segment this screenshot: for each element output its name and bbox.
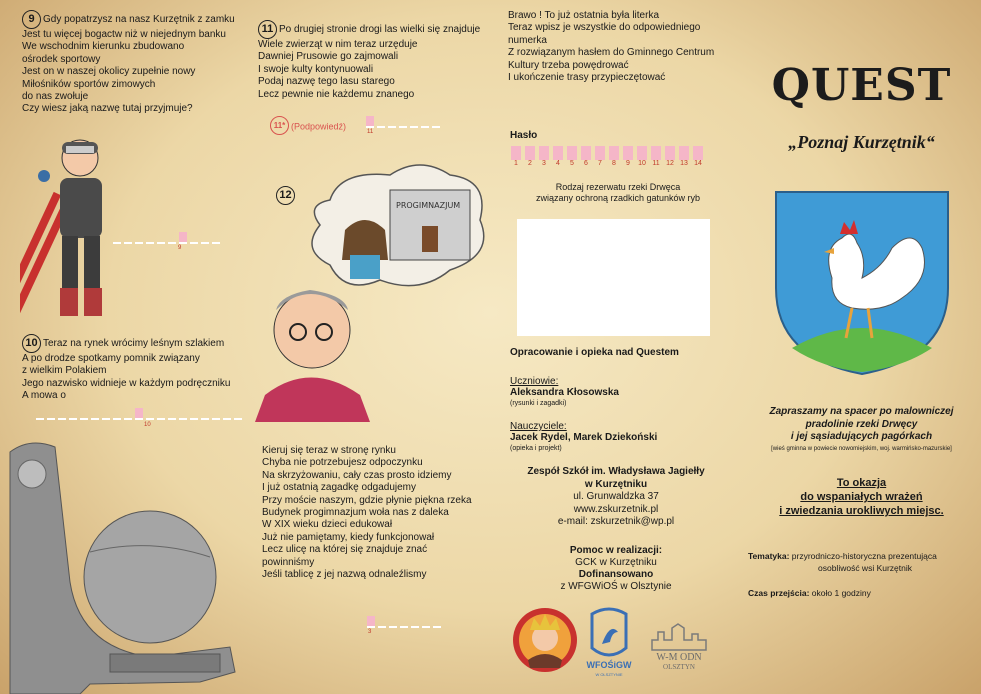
theme-text: przyrodniczo-historyczna prezentująca — [791, 551, 937, 561]
coat-of-arms-rooster-emblem — [772, 188, 952, 378]
answer-blank[interactable] — [69, 408, 77, 420]
verse-line: powinniśmy — [262, 556, 315, 568]
verse-line: A po drodze spotkamy pomnik związany — [22, 353, 200, 364]
wm-odn-logo-text: W-M ODN — [656, 652, 702, 663]
answer-blank[interactable] — [157, 408, 165, 420]
password-cell-number: 2 — [528, 160, 532, 167]
teachers-role: (opieka i projekt) — [510, 445, 562, 452]
occasion-line: do wspaniałych wrażeń — [800, 491, 923, 503]
riddle-number: 10 — [22, 334, 41, 353]
password-cell[interactable] — [664, 146, 676, 167]
wfosigw-logo-subtext: W OLSZTYNIE — [595, 672, 623, 677]
riddle-number: 9 — [22, 10, 41, 29]
verse-line: ośrodek sportowy — [22, 53, 101, 65]
final-instructions — [508, 10, 714, 84]
verse-line: I już ostatnią zagadkę odgadujemy — [262, 482, 416, 494]
panel-2 — [250, 0, 498, 694]
password-cell[interactable] — [692, 146, 704, 167]
hint-link[interactable] — [270, 116, 346, 135]
occasion-line: i zwiedzania urokliwych miejsc. — [779, 505, 944, 517]
wfosigw-logo-text: WFOŚiGW — [586, 660, 632, 670]
answer-blank-key[interactable] — [135, 408, 143, 420]
intro-line: Brawo ! To już ostatnia była literka — [508, 10, 660, 21]
verse-line: Przy moście naszym, gdzie płynie piękna rzeka — [262, 494, 472, 506]
password-cell-number: 8 — [612, 160, 616, 167]
caption-line: Rodzaj rezerwatu rzeki Drwęca — [555, 182, 681, 192]
answer-blank[interactable] — [36, 408, 44, 420]
verse-line: We wschodnim kierunku zbudowano — [22, 41, 185, 53]
caption-line: związany ochroną rzadkich gatunków ryb — [535, 193, 701, 203]
school-sign-text: PROGIMNAZJUM — [396, 201, 461, 210]
verse-line: Kieruj się teraz w stronę rynku — [262, 445, 396, 456]
king-portrait-logo — [512, 604, 578, 676]
answer-blank[interactable] — [80, 408, 88, 420]
password-cell-number: 11 — [652, 160, 660, 167]
verse-line: Na skrzyżowaniu, cały czas prosto idziemy — [262, 469, 452, 481]
riddle-number: 12 — [276, 186, 295, 205]
answer-blank[interactable] — [168, 408, 176, 420]
answer-blanks-11 — [366, 116, 440, 128]
verse-line: Jeśli tablicę z jej nazwą odnaleźlismy — [262, 569, 427, 581]
verse-line: Budynek progimnazjum woła nas z daleka — [262, 507, 449, 519]
skier-illustration — [20, 128, 140, 328]
answer-blank[interactable] — [201, 408, 209, 420]
answer-blank-key[interactable] — [367, 616, 375, 628]
password-cell-number: 7 — [598, 160, 602, 167]
key-letter-number: 3 — [368, 629, 372, 635]
verse-line: Jego nazwisko widnieje w każdym podręczniku — [22, 377, 231, 389]
verse-line: A mowa o — [22, 390, 66, 402]
support-info — [498, 545, 734, 593]
answer-blank[interactable] — [234, 408, 242, 420]
school-name: Zespół Szkół im. Władysława Jagiełły — [527, 466, 705, 477]
answer-blanks-9 — [113, 232, 220, 244]
answer-blank[interactable] — [135, 232, 143, 244]
riddle-12 — [262, 445, 472, 581]
intro-line: Kultury trzeba powędrować — [508, 59, 629, 71]
verse-line: do nas zwołuje — [22, 91, 89, 103]
students-label: Uczniowie: — [510, 376, 559, 387]
students-credit — [510, 376, 619, 409]
password-cell[interactable] — [678, 146, 690, 167]
riddle-10 — [22, 334, 230, 403]
verse-line: Czy wiesz jaką nazwę tutaj przyjmuje? — [22, 103, 193, 115]
answer-blank[interactable] — [157, 232, 165, 244]
answer-blank[interactable] — [201, 232, 209, 244]
answer-blank[interactable] — [124, 408, 132, 420]
password-label: Hasło — [510, 130, 538, 141]
answer-blank[interactable] — [377, 116, 385, 128]
wm-odn-logo-subtext: OLSZTYN — [663, 663, 695, 671]
answer-blank[interactable] — [433, 616, 441, 628]
password-cell-number: 6 — [584, 160, 588, 167]
answer-blank[interactable] — [421, 116, 429, 128]
intro-line: Z rozwiązanym hasłem do Gminnego Centrum — [508, 47, 715, 59]
stamp-box — [517, 219, 710, 336]
password-cell[interactable] — [566, 146, 578, 167]
invitation-line: i jej sąsiadujących pagórkach — [790, 431, 933, 442]
answer-blank[interactable] — [124, 232, 132, 244]
verse-line: Podaj nazwę tego lasu starego — [258, 76, 395, 88]
answer-blank[interactable] — [58, 408, 66, 420]
duration-info — [748, 588, 871, 598]
password-cell[interactable] — [538, 146, 550, 167]
password-cell-number: 9 — [626, 160, 630, 167]
password-cell[interactable] — [608, 146, 620, 167]
verse-line: Miłośników sportów zimowych — [22, 78, 156, 90]
password-cell-number: 13 — [680, 160, 688, 167]
riddle-11 — [258, 20, 480, 101]
teachers-label: Nauczyciele: — [510, 421, 567, 432]
answer-blank[interactable] — [113, 408, 121, 420]
answer-blank[interactable] — [388, 116, 396, 128]
invitation-footnote: [wieś gminna w powiecie nowomiejskim, woj. warmińsko-mazurskie] — [771, 446, 952, 452]
panel-3 — [498, 0, 742, 694]
verse-line: Lecz pewnie nie każdemu znanego — [258, 88, 415, 100]
answer-blank[interactable] — [190, 232, 198, 244]
verse-line: Teraz na rynek wrócimy leśnym szlakiem — [43, 338, 225, 350]
verse-line: z wielkim Polakiem — [22, 365, 107, 377]
invitation-line: pradolinie rzeki Drwęcy — [805, 418, 918, 430]
password-cell-number: 5 — [570, 160, 574, 167]
verse-line: W XIX wieku dzieci edukował — [262, 519, 393, 531]
password-cell-number: 14 — [694, 160, 702, 167]
quest-subtitle: „Poznaj Kurzętnik“ — [788, 132, 935, 152]
wfosigw-logo — [584, 606, 634, 678]
verse-line: I swoje kulty kontynuowali — [258, 63, 374, 75]
answer-blank[interactable] — [91, 408, 99, 420]
verse-line: Jest tu więcej bogactw niż w niejednym banku — [22, 29, 226, 40]
occasion-text — [742, 476, 981, 518]
intro-line: I ukończenie trasy przypieczętować — [508, 72, 666, 84]
invitation-text — [742, 406, 981, 444]
panel-4-cover — [742, 0, 981, 694]
password-cell[interactable] — [510, 146, 522, 167]
school-email-link[interactable]: e-mail: zskurzetnik@wp.pl — [557, 516, 675, 527]
theme-info — [748, 550, 937, 574]
answer-blank[interactable] — [378, 616, 386, 628]
answer-blank[interactable] — [422, 616, 430, 628]
answer-blank[interactable] — [113, 232, 121, 244]
answer-blank[interactable] — [190, 408, 198, 420]
answer-blank[interactable] — [212, 408, 220, 420]
verse-line: Dawniej Prusowie go zajmowali — [258, 51, 399, 63]
answer-blank-key[interactable] — [179, 232, 187, 244]
duration-text: około 1 godziny — [811, 588, 871, 598]
students-name: Aleksandra Kłosowska — [510, 387, 619, 398]
verse-line: Jest on w naszej okolicy zupełnie nowy — [22, 66, 196, 78]
password-caption — [508, 182, 728, 204]
quest-title: QUEST — [771, 60, 952, 111]
panel-1 — [0, 0, 250, 694]
answer-blank[interactable] — [432, 116, 440, 128]
school-address: ul. Grunwaldzka 37 — [573, 491, 659, 502]
verse-line: Wiele zwierząt w nim teraz urzęduje — [258, 39, 418, 50]
invitation-line: Zapraszamy na spacer po malowniczej — [769, 406, 954, 417]
school-place: w Kurzętniku — [584, 478, 648, 490]
credits-title: Opracowanie i opieka nad Questem — [510, 347, 679, 358]
funding-org: z WFGWiOŚ w Olsztynie — [560, 581, 672, 592]
answer-blank[interactable] — [389, 616, 397, 628]
password-cell[interactable] — [636, 146, 648, 167]
verse-line: Lecz ulicę na której się znajduje znać — [262, 544, 428, 556]
riddle-9 — [22, 10, 235, 116]
password-cell-number: 3 — [542, 160, 546, 167]
funding-title: Dofinansowano — [578, 569, 654, 580]
answer-blank[interactable] — [168, 232, 176, 244]
answer-blank[interactable] — [410, 116, 418, 128]
answer-blank-key[interactable] — [366, 116, 374, 128]
theme-label: Tematyka: — [748, 551, 790, 561]
answer-blank[interactable] — [47, 408, 55, 420]
answer-blank[interactable] — [102, 408, 110, 420]
verse-line: Już nie pamiętamy, kiedy funkcjonował — [262, 531, 435, 543]
password-cell[interactable] — [622, 146, 634, 167]
school-info — [498, 466, 734, 529]
password-cell[interactable] — [580, 146, 592, 167]
answer-blank[interactable] — [146, 408, 154, 420]
answer-blank[interactable] — [399, 116, 407, 128]
duration-label: Czas przejścia: — [748, 588, 810, 598]
teachers-credit — [510, 421, 657, 454]
password-cell-number: 1 — [514, 160, 518, 167]
answer-blank[interactable] — [179, 408, 187, 420]
answer-blanks-12 — [367, 616, 441, 628]
verse-line: Chyba nie potrzebujesz odpoczynku — [262, 457, 423, 469]
riddle-number: 11 — [258, 20, 277, 39]
password-cell[interactable] — [524, 146, 536, 167]
password-cell[interactable] — [552, 146, 564, 167]
teachers-names: Jacek Rydel, Marek Dziekoński — [510, 432, 658, 443]
answer-blank[interactable] — [400, 616, 408, 628]
students-role: (rysunki i zagadki) — [510, 400, 567, 407]
help-title: Pomoc w realizacji: — [569, 545, 663, 556]
verse-line: Gdy popatrzysz na nasz Kurzętnik z zamku — [43, 14, 235, 26]
intro-line: numerka — [508, 34, 547, 46]
answer-blank[interactable] — [146, 232, 154, 244]
hint-number: 11* — [270, 116, 289, 135]
answer-blank[interactable] — [223, 408, 231, 420]
password-cell[interactable] — [650, 146, 662, 167]
school-website-link[interactable]: www.zskurzetnik.pl — [573, 503, 659, 515]
key-letter-number: 9 — [178, 245, 182, 251]
occasion-line: To okazja — [836, 477, 887, 489]
password-cell[interactable] — [594, 146, 606, 167]
key-letter-number: 11 — [367, 129, 374, 135]
key-letter-number: 10 — [144, 422, 151, 428]
monument-illustration — [0, 432, 250, 694]
verse-line: Po drugiej stronie drogi las wielki się znajduje — [279, 24, 481, 36]
theme-text-2: osobliwość wsi Kurzętnik — [818, 563, 913, 573]
password-cell-number: 10 — [638, 160, 646, 167]
intro-line: Teraz wpisz je wszystkie do odpowiedniego — [508, 22, 701, 34]
password-cell-number: 4 — [556, 160, 560, 167]
help-org: GCK w Kurzętniku — [575, 557, 657, 568]
password-cell-number: 12 — [666, 160, 674, 167]
answer-blank[interactable] — [411, 616, 419, 628]
answer-blanks-10 — [36, 408, 242, 420]
answer-blank[interactable] — [212, 232, 220, 244]
password-grid — [510, 146, 704, 167]
grandma-thinking-illustration — [250, 160, 498, 440]
hint-label: (Podpowiedź) — [291, 121, 347, 132]
wm-odn-logo — [648, 620, 710, 672]
